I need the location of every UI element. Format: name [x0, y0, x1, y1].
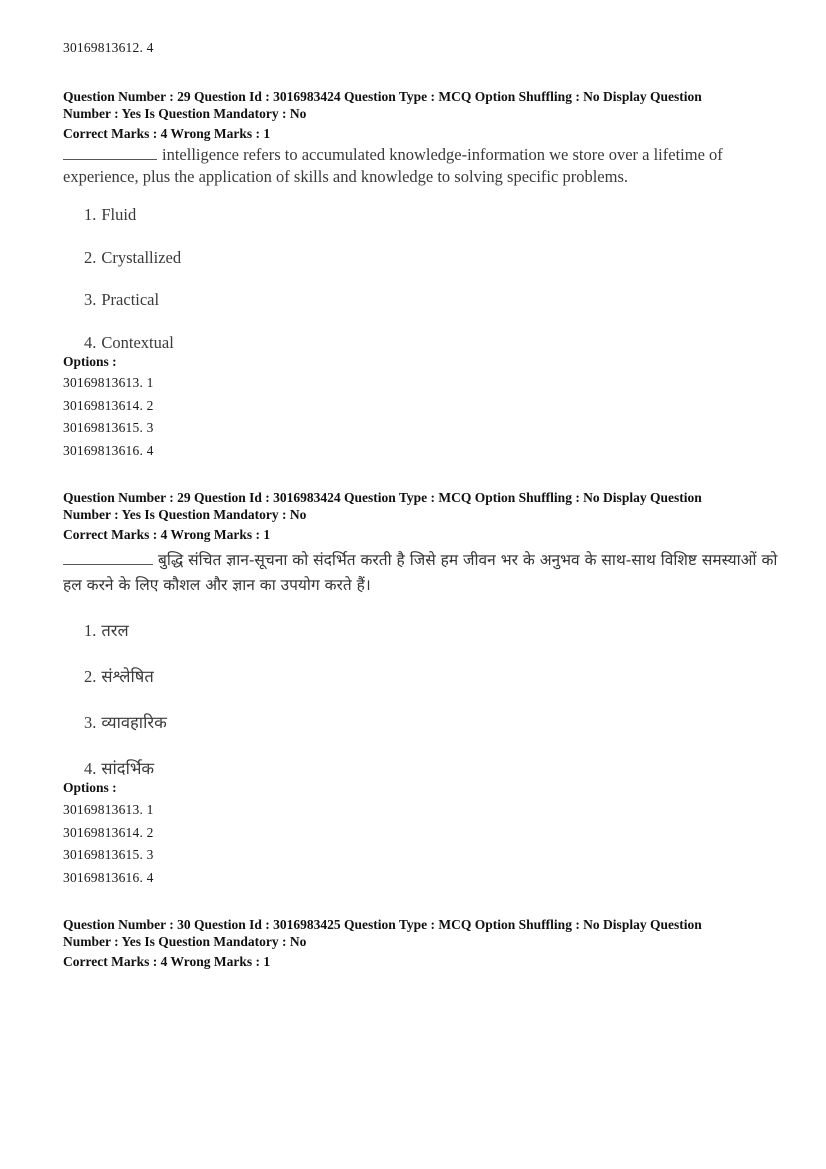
- choice-1: 1. Fluid: [84, 205, 137, 224]
- choice-3: 3. Practical: [84, 290, 160, 309]
- meta-line-2: Number : Yes Is Question Mandatory : No: [63, 934, 307, 949]
- meta-line-1: Question Number : 29 Question Id : 3016983424 Question Type : MCQ Option Shuffling : No Display Question: [63, 490, 702, 505]
- meta-line-1: Question Number : 30 Question Id : 3016983425 Question Type : MCQ Option Shuffling : No Display Question: [63, 917, 702, 932]
- meta-line-3: Correct Marks : 4 Wrong Marks : 1: [63, 954, 271, 969]
- meta-line-1: Question Number : 29 Question Id : 3016983424 Question Type : MCQ Option Shuffling : No Display Question: [63, 89, 702, 104]
- choice-1: 1. तरल: [84, 621, 129, 640]
- choice-4: 4. सांदर्भिक: [84, 759, 155, 778]
- option-id-1: 30169813613. 1: [63, 375, 154, 390]
- question-meta-30: [63, 916, 783, 970]
- question-meta-29-en: [63, 88, 783, 142]
- options-label: Options :: [63, 354, 117, 369]
- meta-line-3: Correct Marks : 4 Wrong Marks : 1: [63, 126, 271, 141]
- meta-line-2: Number : Yes Is Question Mandatory : No: [63, 507, 307, 522]
- choice-2: 2. संश्लेषित: [84, 667, 154, 686]
- meta-line-2: Number : Yes Is Question Mandatory : No: [63, 106, 307, 121]
- question-meta-29-hi: [63, 489, 783, 543]
- choice-2: 2. Crystallized: [84, 248, 182, 267]
- question-text-hi: [63, 548, 783, 598]
- option-id-4: 30169813616. 4: [63, 870, 154, 885]
- answer-blank: [63, 550, 153, 565]
- prev-option-line: 30169813612. 4: [63, 40, 154, 55]
- question-text-en: [63, 144, 783, 188]
- option-id-3: 30169813615. 3: [63, 847, 154, 862]
- option-id-1: 30169813613. 1: [63, 802, 154, 817]
- option-id-4: 30169813616. 4: [63, 443, 154, 458]
- question-body: बुद्धि संचित ज्ञान-सूचना को संदर्भित करती है जिसे हम जीवन भर के अनुभव के साथ-साथ विशिष्ट समस्याओं को हल करने के लिए कौशल और ज्ञान का उपयोग करते हैं।: [63, 551, 778, 594]
- options-label: Options :: [63, 780, 117, 795]
- question-body: intelligence refers to accumulated knowledge-information we store over a lifetime of experience, plus the application of skills and knowledge to solving specific problems.: [63, 145, 723, 186]
- option-id-3: 30169813615. 3: [63, 420, 154, 435]
- answer-blank: [63, 145, 157, 160]
- choice-4: 4. Contextual: [84, 333, 174, 352]
- option-id-2: 30169813614. 2: [63, 398, 154, 413]
- choice-3: 3. व्यावहारिक: [84, 713, 167, 732]
- meta-line-3: Correct Marks : 4 Wrong Marks : 1: [63, 527, 271, 542]
- option-id-2: 30169813614. 2: [63, 825, 154, 840]
